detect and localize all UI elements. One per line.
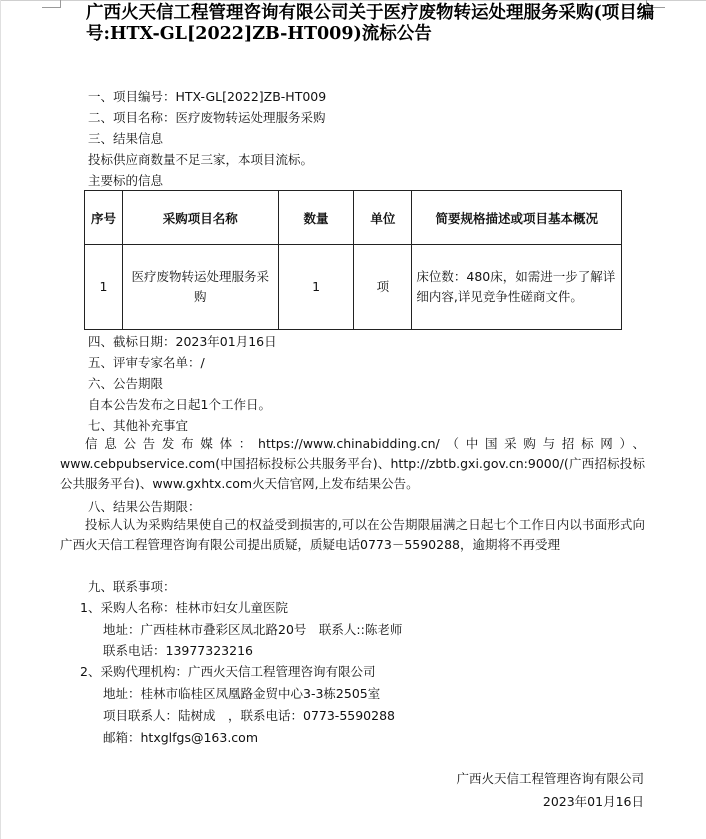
other-heading: 七、其他补充事宜 — [88, 418, 189, 433]
deadline-date: 四、截标日期：2023年01月16日 — [88, 334, 277, 349]
notice-title: 广西火天信工程管理咨询有限公司关于医疗废物转运处理服务采购(项目编号:HTX-GL[2022]ZB-HT009)流标公告 — [86, 3, 655, 44]
cell-quantity: 1 — [278, 245, 354, 330]
result-text: 投标供应商数量不足三家，本项目流标。 — [88, 152, 314, 167]
table-row — [85, 245, 622, 330]
page-left-border — [0, 0, 1, 839]
signature-date: 2023年01月16日 — [542, 794, 644, 809]
agency-name: 2、采购代理机构：广西火天信工程管理咨询有限公司 — [80, 664, 376, 679]
purchaser-phone: 联系电话：13977323216 — [103, 643, 253, 658]
purchaser-address: 地址：广西桂林市叠彩区凤北路20号 联系人::陈老师 — [103, 622, 403, 637]
main-subject-label: 主要标的信息 — [88, 173, 164, 188]
subject-table — [84, 190, 622, 330]
header-unit: 单位 — [354, 191, 412, 245]
cell-unit: 项 — [354, 245, 412, 330]
contact-heading: 九、联系事项： — [88, 579, 176, 594]
complaint-paragraph: 投标人认为采购结果使自己的权益受到损害的,可以在公告期限届满之日起七个工作日内以书面形式向广西火天信工程管理咨询有限公司提出质疑，质疑电话0773－5590288，逾期将不再受理 — [60, 517, 645, 552]
result-heading: 三、结果信息 — [88, 131, 164, 146]
signature-company: 广西火天信工程管理咨询有限公司 — [456, 771, 644, 786]
agency-email: 邮箱：htxglfgs@163.com — [103, 730, 259, 745]
header-quantity: 数量 — [278, 191, 354, 245]
cell-item-name: 医疗废物转运处理服务采购 — [122, 245, 278, 330]
page-top-border — [0, 0, 706, 1]
media-paragraph: 信息公告发布媒体：https://www.chinabidding.cn/（中国采购与招标网）、www.cebpubservice.com(中国招标投标公共服务平台)、http://zbtb.gxi.gov.cn:9000/(广西招标投标公共服务平台)、www.gxhtx.com火天信官网,上发布结果公告。 — [60, 436, 645, 491]
header-item-name: 采购项目名称 — [122, 191, 278, 245]
project-number: 一、项目编号：HTX-GL[2022]ZB-HT009 — [88, 89, 327, 104]
result-period-heading: 八、结果公告期限： — [88, 499, 201, 514]
agency-address: 地址：桂林市临桂区凤凰路金贸中心3-3栋2505室 — [103, 686, 381, 701]
period-heading: 六、公告期限 — [88, 376, 164, 391]
purchaser-name: 1、采购人名称：桂林市妇女儿童医院 — [80, 600, 288, 615]
expert-list: 五、评审专家名单：/ — [88, 355, 205, 370]
agency-contact: 项目联系人：陆树成 ，联系电话：0773-5590288 — [103, 708, 395, 723]
header-description: 简要规格描述或项目基本概况 — [412, 191, 622, 245]
period-text: 自本公告发布之日起1个工作日。 — [88, 397, 271, 412]
crop-mark-left — [42, 0, 61, 8]
cell-description: 床位数：480床，如需进一步了解详细内容,详见竞争性磋商文件。 — [412, 245, 622, 330]
project-name: 二、项目名称：医疗废物转运处理服务采购 — [88, 110, 326, 125]
header-no: 序号 — [85, 191, 123, 245]
cell-no: 1 — [85, 245, 123, 330]
table-header-row — [85, 191, 622, 245]
